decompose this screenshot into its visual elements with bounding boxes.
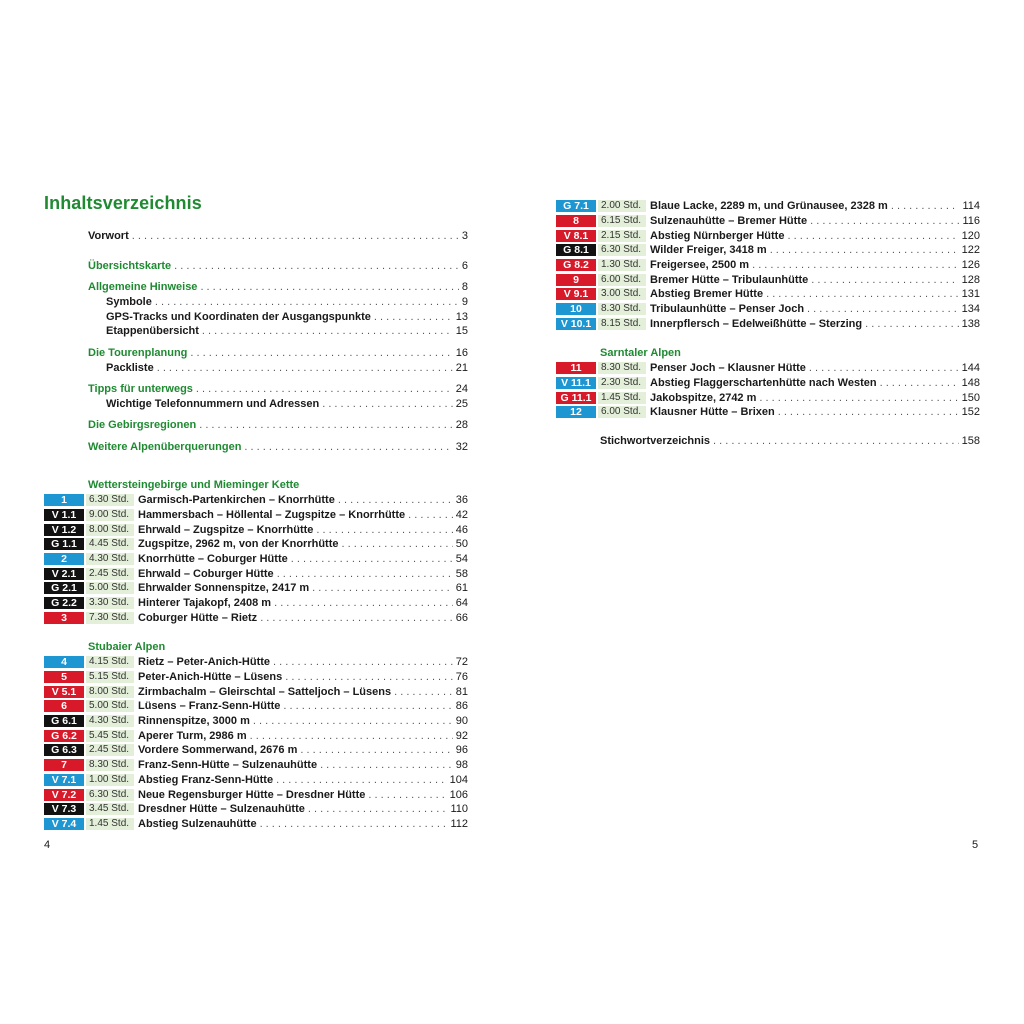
tour-entry[interactable] bbox=[44, 773, 468, 788]
tour-code-badge: G 6.1 bbox=[44, 715, 84, 727]
tour-page: 148 bbox=[961, 377, 980, 390]
tour-name: Ehrwald – Zugspitze – Knorrhütte bbox=[138, 523, 314, 536]
tour-name: Ehrwalder Sonnenspitze, 2417 m bbox=[138, 582, 310, 595]
tour-code-badge: V 2.1 bbox=[44, 568, 84, 580]
tour-name: Tribulaunhütte – Penser Joch bbox=[650, 303, 805, 316]
tour-name: Abstieg Bremer Hütte bbox=[650, 288, 764, 301]
tour-name: Zirmbachalm – Gleirschtal – Satteljoch – Lüsens bbox=[138, 685, 392, 698]
leader-dots bbox=[312, 582, 453, 594]
tour-duration: 5.00 Std. bbox=[86, 700, 134, 712]
leader-dots bbox=[244, 440, 452, 455]
tour-code-badge: V 8.1 bbox=[556, 230, 596, 242]
tour-name: Hammersbach – Höllental – Zugspitze – Knorrhütte bbox=[138, 509, 406, 522]
region-tour-list bbox=[44, 655, 468, 831]
tour-entry[interactable] bbox=[44, 581, 468, 596]
page-number-left: 4 bbox=[44, 839, 51, 851]
region-title: Sarntaler Alpen bbox=[600, 347, 681, 359]
tour-name: Aperer Turm, 2986 m bbox=[138, 729, 247, 742]
tour-name: Franz-Senn-Hütte – Sulzenauhütte bbox=[138, 759, 318, 772]
tour-duration: 6.30 Std. bbox=[598, 244, 646, 256]
tour-name: Coburger Hütte – Rietz bbox=[138, 611, 258, 624]
leader-dots bbox=[752, 259, 959, 271]
tour-page: 110 bbox=[450, 803, 468, 816]
toc-entry[interactable] bbox=[88, 295, 468, 310]
tour-name: Vordere Sommerwand, 2676 m bbox=[138, 744, 298, 757]
tour-name: Abstieg Nürnberger Hütte bbox=[650, 229, 785, 242]
tour-page: 134 bbox=[961, 303, 980, 316]
leader-dots bbox=[865, 318, 959, 330]
tour-duration: 2.00 Std. bbox=[598, 200, 646, 212]
toc-entry-page: 3 bbox=[461, 230, 468, 242]
leader-dots bbox=[316, 524, 452, 536]
tour-entry[interactable] bbox=[44, 611, 468, 626]
tour-duration: 6.00 Std. bbox=[598, 406, 646, 418]
tour-duration: 3.45 Std. bbox=[86, 803, 134, 815]
tour-entry[interactable] bbox=[556, 376, 980, 391]
leader-dots bbox=[322, 397, 453, 412]
tour-code-badge: V 9.1 bbox=[556, 288, 596, 300]
index-page: 158 bbox=[961, 435, 980, 447]
tour-entry[interactable] bbox=[556, 199, 980, 214]
leader-dots bbox=[260, 818, 448, 830]
leader-dots bbox=[759, 392, 958, 404]
tour-code-badge: 1 bbox=[44, 494, 84, 506]
tour-entry[interactable] bbox=[44, 566, 468, 581]
tour-page: 122 bbox=[961, 244, 980, 257]
tour-duration: 2.45 Std. bbox=[86, 568, 134, 580]
tour-name: Peter-Anich-Hütte – Lüsens bbox=[138, 671, 283, 684]
toc-entry-label: Weitere Alpenüberquerungen bbox=[88, 441, 242, 453]
tour-page: 42 bbox=[455, 509, 468, 522]
tour-code-badge: V 5.1 bbox=[44, 686, 84, 698]
tour-page: 90 bbox=[455, 715, 468, 728]
tour-duration: 2.30 Std. bbox=[598, 377, 646, 389]
tour-page: 131 bbox=[961, 288, 980, 301]
tour-name: Zugspitze, 2962 m, von der Knorrhütte bbox=[138, 538, 339, 551]
region-tour-list bbox=[44, 493, 468, 625]
tour-duration: 4.30 Std. bbox=[86, 553, 134, 565]
tour-name: Sulzenauhütte – Bremer Hütte bbox=[650, 215, 808, 228]
toc-entry-page: 9 bbox=[461, 296, 468, 308]
tour-name: Dresdner Hütte – Sulzenauhütte bbox=[138, 803, 305, 816]
tour-name: Abstieg Flaggerschartenhütte nach Westen bbox=[650, 377, 877, 390]
tour-code-badge: G 2.2 bbox=[44, 597, 84, 609]
leader-dots bbox=[811, 274, 958, 286]
leader-dots bbox=[174, 259, 459, 274]
tour-page: 76 bbox=[455, 671, 468, 684]
index-entry[interactable] bbox=[600, 434, 980, 449]
tour-page: 112 bbox=[450, 817, 468, 830]
tour-entry[interactable] bbox=[44, 743, 468, 758]
tour-code-badge: V 7.4 bbox=[44, 818, 84, 830]
toc-entry-page: 28 bbox=[455, 419, 468, 431]
toc-entry-label: Etappenübersicht bbox=[106, 325, 199, 337]
toc-entry-page: 32 bbox=[455, 441, 468, 453]
leader-dots bbox=[250, 730, 453, 742]
tour-duration: 5.45 Std. bbox=[86, 730, 134, 742]
leader-dots bbox=[277, 568, 453, 580]
tour-entry[interactable] bbox=[556, 302, 980, 317]
toc-entry-label: Tipps für unterwegs bbox=[88, 383, 193, 395]
tour-duration: 1.00 Std. bbox=[86, 774, 134, 786]
tour-duration: 8.30 Std. bbox=[86, 759, 134, 771]
tour-code-badge: G 6.2 bbox=[44, 730, 84, 742]
tour-code-badge: G 2.1 bbox=[44, 582, 84, 594]
tour-duration: 5.15 Std. bbox=[86, 671, 134, 683]
toc-entry[interactable] bbox=[88, 324, 468, 339]
tour-name: Garmisch-Partenkirchen – Knorrhütte bbox=[138, 494, 335, 507]
leader-dots bbox=[291, 553, 453, 565]
tour-page: 36 bbox=[455, 494, 468, 507]
tour-page: 116 bbox=[962, 215, 980, 228]
leader-dots bbox=[283, 700, 452, 712]
tour-entry[interactable] bbox=[556, 258, 980, 273]
tour-entry[interactable] bbox=[44, 684, 468, 699]
tour-duration: 8.15 Std. bbox=[598, 318, 646, 330]
tour-entry[interactable] bbox=[44, 670, 468, 685]
tour-page: 72 bbox=[455, 656, 468, 669]
tour-page: 106 bbox=[449, 788, 468, 801]
tour-duration: 7.30 Std. bbox=[86, 612, 134, 624]
tour-code-badge: G 6.3 bbox=[44, 744, 84, 756]
leader-dots bbox=[374, 310, 453, 325]
tour-duration: 4.30 Std. bbox=[86, 715, 134, 727]
tour-page: 128 bbox=[961, 273, 980, 286]
tour-duration: 3.00 Std. bbox=[598, 288, 646, 300]
leader-dots bbox=[338, 494, 453, 506]
leader-dots bbox=[341, 538, 452, 550]
index-label: Stichwortverzeichnis bbox=[600, 435, 711, 447]
leader-dots bbox=[190, 346, 452, 361]
tour-entry[interactable] bbox=[44, 508, 468, 523]
tour-duration: 9.00 Std. bbox=[86, 509, 134, 521]
tour-page: 58 bbox=[455, 567, 468, 580]
toc-entry-page: 21 bbox=[455, 362, 468, 374]
leader-dots bbox=[809, 362, 959, 374]
tour-code-badge: G 8.2 bbox=[556, 259, 596, 271]
tour-name: Jakobspitze, 2742 m bbox=[650, 391, 757, 404]
toc-entry-label: GPS-Tracks und Koordinaten der Ausgangspunkte bbox=[106, 311, 371, 323]
tour-page: 54 bbox=[455, 553, 468, 566]
toc-entry-label: Übersichtskarte bbox=[88, 260, 172, 272]
toc-entry-page: 16 bbox=[455, 347, 468, 359]
tour-code-badge: 3 bbox=[44, 612, 84, 624]
tour-name: Wilder Freiger, 3418 m bbox=[650, 244, 767, 257]
tour-entry[interactable] bbox=[44, 802, 468, 817]
tour-entry[interactable] bbox=[556, 272, 980, 287]
tour-page: 50 bbox=[455, 538, 468, 551]
tour-page: 92 bbox=[455, 729, 468, 742]
leader-dots bbox=[253, 715, 453, 727]
leader-dots bbox=[273, 656, 453, 668]
tour-page: 96 bbox=[455, 744, 468, 757]
tour-name: Abstieg Franz-Senn-Hütte bbox=[138, 773, 274, 786]
region-title: Stubaier Alpen bbox=[88, 641, 166, 653]
region-title: Wettersteingebirge und Mieminger Kette bbox=[88, 479, 300, 491]
region-tour-list bbox=[556, 361, 980, 420]
tour-duration: 2.45 Std. bbox=[86, 744, 134, 756]
tour-duration: 4.45 Std. bbox=[86, 538, 134, 550]
tour-code-badge: G 8.1 bbox=[556, 244, 596, 256]
leader-dots bbox=[320, 759, 453, 771]
tour-entry[interactable] bbox=[44, 522, 468, 537]
tour-entry[interactable] bbox=[44, 728, 468, 743]
tour-name: Bremer Hütte – Tribulaunhütte bbox=[650, 273, 809, 286]
leader-dots bbox=[274, 597, 453, 609]
leader-dots bbox=[891, 200, 960, 212]
tour-entry[interactable] bbox=[44, 596, 468, 611]
tour-entry[interactable] bbox=[44, 655, 468, 670]
leader-dots bbox=[394, 686, 453, 698]
tour-page: 126 bbox=[961, 259, 980, 272]
tour-name: Penser Joch – Klausner Hütte bbox=[650, 362, 806, 375]
leader-dots bbox=[300, 744, 452, 756]
tour-name: Innerpflersch – Edelweißhütte – Sterzing bbox=[650, 317, 863, 330]
tour-duration: 2.15 Std. bbox=[598, 230, 646, 242]
tour-entry[interactable] bbox=[556, 228, 980, 243]
toc-entry-page: 8 bbox=[461, 281, 468, 293]
tour-duration: 1.45 Std. bbox=[86, 818, 134, 830]
toc-entry-label: Vorwort bbox=[88, 230, 129, 242]
tour-entry[interactable] bbox=[44, 817, 468, 832]
tour-code-badge: 11 bbox=[556, 362, 596, 374]
toc-entry[interactable] bbox=[88, 346, 468, 361]
tour-page: 46 bbox=[455, 523, 468, 536]
leader-dots bbox=[713, 434, 959, 449]
tour-code-badge: 2 bbox=[44, 553, 84, 565]
tour-name: Freigersee, 2500 m bbox=[650, 259, 750, 272]
tour-page: 152 bbox=[961, 406, 980, 419]
leader-dots bbox=[200, 280, 458, 295]
leader-dots bbox=[196, 382, 453, 397]
toc-entry-page: 6 bbox=[461, 260, 468, 272]
leader-dots bbox=[260, 612, 453, 624]
tour-page: 98 bbox=[455, 759, 468, 772]
leader-dots bbox=[807, 303, 959, 315]
tour-page: 114 bbox=[962, 200, 980, 213]
tour-entry[interactable] bbox=[556, 317, 980, 332]
tour-duration: 1.45 Std. bbox=[598, 392, 646, 404]
tour-code-badge: V 1.2 bbox=[44, 524, 84, 536]
tour-entry[interactable] bbox=[556, 243, 980, 258]
tour-name: Knorrhütte – Coburger Hütte bbox=[138, 553, 288, 566]
tour-duration: 8.00 Std. bbox=[86, 686, 134, 698]
leader-dots bbox=[408, 509, 453, 521]
tour-duration: 4.15 Std. bbox=[86, 656, 134, 668]
leader-dots bbox=[285, 671, 453, 683]
tour-entry[interactable] bbox=[44, 537, 468, 552]
leader-dots bbox=[770, 244, 959, 256]
tour-code-badge: 6 bbox=[44, 700, 84, 712]
tour-duration: 8.30 Std. bbox=[598, 362, 646, 374]
tour-name: Rinnenspitze, 3000 m bbox=[138, 715, 250, 728]
tour-entry[interactable] bbox=[44, 552, 468, 567]
toc-entry-label: Wichtige Telefonnummern und Adressen bbox=[106, 398, 320, 410]
tour-entry[interactable] bbox=[556, 390, 980, 405]
tour-name: Neue Regensburger Hütte – Dresdner Hütte bbox=[138, 788, 366, 801]
leader-dots bbox=[157, 361, 453, 376]
leader-dots bbox=[787, 230, 958, 242]
tour-code-badge: V 7.2 bbox=[44, 789, 84, 801]
tour-name: Klausner Hütte – Brixen bbox=[650, 406, 775, 419]
toc-entry-label: Die Gebirgsregionen bbox=[88, 419, 197, 431]
toc-entry[interactable] bbox=[88, 418, 468, 433]
tour-page: 120 bbox=[961, 229, 980, 242]
toc-entry[interactable] bbox=[88, 397, 468, 412]
tour-code-badge: V 10.1 bbox=[556, 318, 596, 330]
toc-entry-page: 25 bbox=[455, 398, 468, 410]
toc-entry-page: 24 bbox=[455, 383, 468, 395]
tour-duration: 1.30 Std. bbox=[598, 259, 646, 271]
tour-code-badge: V 7.1 bbox=[44, 774, 84, 786]
tour-entry[interactable] bbox=[44, 493, 468, 508]
tour-code-badge: 10 bbox=[556, 303, 596, 315]
tour-entry[interactable] bbox=[556, 214, 980, 229]
tour-duration: 5.00 Std. bbox=[86, 582, 134, 594]
tour-name: Hinterer Tajakopf, 2408 m bbox=[138, 597, 272, 610]
toc-entry-page: 15 bbox=[455, 325, 468, 337]
tour-name: Ehrwald – Coburger Hütte bbox=[138, 567, 274, 580]
toc-entry-page: 13 bbox=[455, 311, 468, 323]
toc-entry-label: Symbole bbox=[106, 296, 152, 308]
tour-duration: 6.15 Std. bbox=[598, 215, 646, 227]
tour-page: 138 bbox=[961, 317, 980, 330]
tour-list-continued bbox=[556, 199, 980, 331]
tour-duration: 6.30 Std. bbox=[86, 789, 134, 801]
toc-entry[interactable] bbox=[88, 361, 468, 376]
tour-entry[interactable] bbox=[44, 714, 468, 729]
leader-dots bbox=[199, 418, 453, 433]
tour-name: Rietz – Peter-Anich-Hütte bbox=[138, 656, 271, 669]
tour-name: Abstieg Sulzenauhütte bbox=[138, 817, 257, 830]
tour-page: 86 bbox=[455, 700, 468, 713]
tour-duration: 6.30 Std. bbox=[86, 494, 134, 506]
leader-dots bbox=[368, 789, 446, 801]
page-number-right: 5 bbox=[972, 839, 979, 851]
tour-code-badge: 12 bbox=[556, 406, 596, 418]
tour-code-badge: 9 bbox=[556, 274, 596, 286]
leader-dots bbox=[766, 288, 959, 300]
leader-dots bbox=[276, 774, 447, 786]
tour-code-badge: G 11.1 bbox=[556, 392, 596, 404]
tour-page: 150 bbox=[961, 391, 980, 404]
leader-dots bbox=[132, 229, 459, 244]
tour-code-badge: V 1.1 bbox=[44, 509, 84, 521]
tour-code-badge: 5 bbox=[44, 671, 84, 683]
toc-entry-label: Allgemeine Hinweise bbox=[88, 281, 198, 293]
leader-dots bbox=[155, 295, 459, 310]
tour-code-badge: V 11.1 bbox=[556, 377, 596, 389]
tour-entry[interactable] bbox=[44, 787, 468, 802]
tour-entry[interactable] bbox=[556, 405, 980, 420]
toc-entry[interactable] bbox=[88, 259, 468, 274]
tour-page: 81 bbox=[455, 685, 468, 698]
tour-duration: 8.30 Std. bbox=[598, 303, 646, 315]
toc-entry[interactable] bbox=[88, 440, 468, 455]
tour-code-badge: 7 bbox=[44, 759, 84, 771]
toc-heading: Inhaltsverzeichnis bbox=[44, 193, 202, 213]
toc-entry-label: Die Tourenplanung bbox=[88, 347, 188, 359]
toc-entry[interactable] bbox=[88, 310, 468, 325]
tour-code-badge: V 7.3 bbox=[44, 803, 84, 815]
tour-page: 144 bbox=[961, 362, 980, 375]
leader-dots bbox=[880, 377, 959, 389]
tour-duration: 8.00 Std. bbox=[86, 524, 134, 536]
tour-page: 61 bbox=[455, 582, 468, 595]
tour-page: 64 bbox=[455, 597, 468, 610]
tour-entry[interactable] bbox=[556, 361, 980, 376]
tour-entry[interactable] bbox=[44, 758, 468, 773]
tour-entry[interactable] bbox=[556, 287, 980, 302]
leader-dots bbox=[202, 324, 453, 339]
tour-entry[interactable] bbox=[44, 699, 468, 714]
tour-duration: 6.00 Std. bbox=[598, 274, 646, 286]
tour-page: 104 bbox=[449, 773, 468, 786]
tour-name: Lüsens – Franz-Senn-Hütte bbox=[138, 700, 281, 713]
tour-page: 66 bbox=[455, 611, 468, 624]
leader-dots bbox=[778, 406, 959, 418]
leader-dots bbox=[810, 215, 959, 227]
tour-code-badge: 4 bbox=[44, 656, 84, 668]
toc-entry[interactable] bbox=[88, 280, 468, 295]
leader-dots bbox=[308, 803, 448, 815]
tour-code-badge: G 1.1 bbox=[44, 538, 84, 550]
tour-code-badge: 8 bbox=[556, 215, 596, 227]
toc-entry-label: Packliste bbox=[106, 362, 154, 374]
tour-code-badge: G 7.1 bbox=[556, 200, 596, 212]
toc-entry[interactable] bbox=[88, 382, 468, 397]
tour-name: Blaue Lacke, 2289 m, und Grünausee, 2328 m bbox=[650, 200, 888, 213]
toc-entry[interactable] bbox=[88, 229, 468, 244]
tour-duration: 3.30 Std. bbox=[86, 597, 134, 609]
